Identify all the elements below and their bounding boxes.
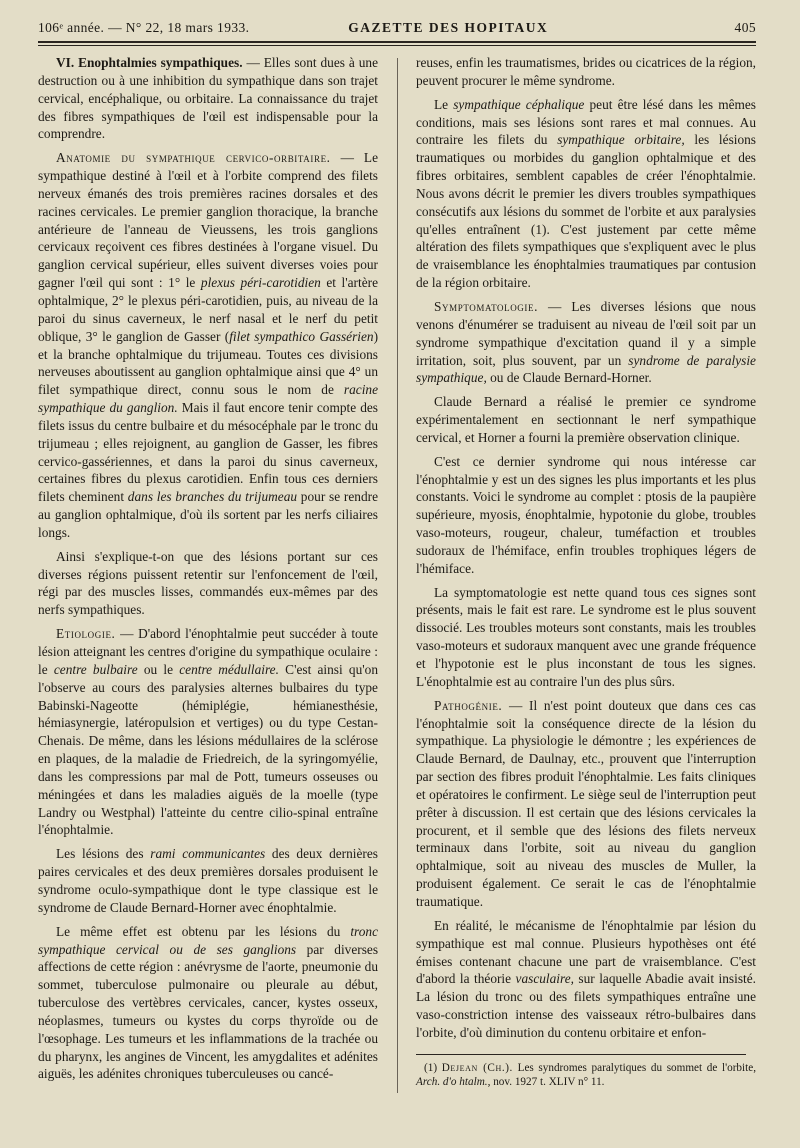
paragraph-text: Le	[434, 96, 454, 112]
paragraph-text: pour se rendre au ganglion ophtalmique, d'où ils sortent par les nerfs ciliaires longs.	[38, 489, 378, 540]
footnote-journal: Arch. d'o htalm.,	[416, 1075, 491, 1088]
paragraph-symptomatologie	[416, 298, 756, 387]
header-rule	[38, 41, 756, 46]
paragraph-rami	[38, 845, 378, 916]
paragraph-text: par diverses affections de cette région : anévrysme de l'aorte, pneumonie du sommet, tuberculose pulmonaire ou pleurale au début, tuberculose des vertèbres cervicales, cancer, kystes osseux, néoplasmes, tumeurs ou kystes du corps thyroïde ou de l'œsophage. Les tumeurs et les inflammations de la trachée ou du pharynx, les angines de Vincent, les amygdalites et adénites aiguës, les adénites chroniques tuberculeuses ou cancé-	[38, 941, 379, 1082]
paragraph-continuation: reuses, enfin les traumatismes, brides ou cicatrices de la région, peuvent procurer le même syndrome.	[416, 55, 756, 88]
footnote-text: Les syndromes paralytiques du sommet de l'orbite,	[512, 1061, 757, 1074]
italic-term: tronc sympathique cervical ou de ses ganglions	[38, 923, 378, 957]
paragraph-text: — Elles sont dues à une destruction ou à une inhibition du sympathique dans son trajet cervical, encéphalique, ou orbitaire. La connaissance du trajet des fibres sympathiques de l'œil est indispensable pour la comprendre.	[38, 55, 378, 142]
italic-term: centre bulbaire	[53, 661, 138, 677]
paragraph-text: — Les diverses lésions que nous venons d'énumérer se traduisent au niveau de l'œil soit par un syndrome sympathique d'excitation quand il y a simple irritation, soit, plus souvent, par un	[416, 298, 756, 368]
italic-term: syndrome de paralysie sympathique,	[416, 352, 756, 386]
paragraph-text: Le même effet est obtenu par les lésions du	[56, 923, 351, 939]
italic-term: plexus péri-carotidien	[200, 275, 321, 291]
paragraph-tronc	[38, 923, 378, 1084]
paragraph-text: des deux dernières paires cervicales et des deux premières dorsales produisent le syndrome oculo-sympathique dont le type classique est le syndrome de Claude Bernard-Horner avec énophtalmie.	[38, 846, 378, 915]
italic-term: racine sympathique du ganglion.	[38, 382, 378, 416]
paragraph-syndrome-complet: C'est ce dernier syndrome qui nous intéresse car l'énophtalmie y est un des signes les plus importants et les plus constants. Voici le syndrome au complet : ptosis de la paupière supérieure, myosis, énophtalmie, hypotonie du globe, troubles vaso-moteurs, rougeur, chaleur, tuméfaction et troubles sudoraux de l'hémiface, enfin troubles trophiques légers de l'hémiface.	[416, 453, 756, 576]
paragraph-ainsi: Ainsi s'explique-t-on que des lésions portant sur ces diverses régions puissent retentir sur l'enfoncement de l'œil, régi par des muscles lisses, commandés eux-mêmes par des nerfs sympathiques.	[38, 548, 378, 618]
section-heading: VI. Enophtalmies sympathiques.	[56, 55, 243, 70]
paragraph-claude-bernard: Claude Bernard a réalisé le premier ce syndrome expérimentalement en sectionnant le nerf sympathique cervical, et Horner a fourni la première observation clinique.	[416, 394, 756, 445]
paragraph-text: C'est ainsi qu'on l'observe au cours des paralysies alternes bulbaires du type Babinski-Nageotte (hémiplégie, hémianesthésie, hémiasynergie, latéropulsion et vertiges) ou du type Cestan-Chenais. De même, dans les lésions médullaires de la sclérose en plaques, de la maladie de Friedreich, de la syringomyélie, dans les compressions par mal de Pott, tumeurs osseuses ou méningées et dans les maladies aiguës de la moelle (type Landry ou Westphal) l'atteinte du centre cilio-spinal entraîne l'énophtalmie.	[38, 661, 379, 838]
subsection-heading: Anatomie du sympathique cervico-orbitaire.	[56, 150, 331, 166]
running-header	[38, 20, 756, 41]
paragraph-text: peut être lésé dans les mêmes conditions, mais ses lésions sont rares et mal connues. Au contraire les filets du	[416, 96, 756, 148]
paragraph-text: — D'abord l'énophtalmie peut succéder à toute lésion atteignant les centres d'origine du sympathique oculaire : le	[38, 626, 378, 677]
italic-term: sympathique orbitaire,	[557, 132, 685, 148]
italic-term: filet sympathico Gassérien	[229, 328, 374, 344]
italic-term: rami communicantes	[150, 846, 266, 862]
footnote-marker: (1)	[424, 1061, 442, 1074]
italic-term: vasculaire,	[515, 971, 574, 987]
paragraph-text: sur laquelle Abadie avait insisté. La lésion du tronc ou des filets sympathiques entraîne une vaso-constriction intense des vaisseaux rétro-bulbaires dans l'orbite, d'où diminution du contenu orbitaire et enfon-	[416, 971, 756, 1040]
paragraph-text: Les lésions des	[56, 846, 151, 862]
footnote-author: Dejean (Ch.).	[441, 1061, 513, 1074]
footnote	[416, 1061, 756, 1089]
paragraph-pathogenie	[416, 697, 756, 911]
paragraph-sympathique-cephalique	[416, 96, 756, 292]
paragraph-text: et l'artère ophtalmique, 2° le plexus péri-carotidien, puis, au niveau de la paroi du sinus caverneux, le nerf nasal et le nerf du petit oblique, 3° le ganglion de Gasser (	[38, 275, 378, 344]
paragraph-text: les lésions traumatiques ou morbides du ganglion ophtalmique et des fibres orbitaires, semblent capables de créer l'énophtalmie. Nous avons décrit le premier les divers troubles sympathiques consécutifs aux lésions du sommet de l'orbite et aux paralysies qu'elles entraînent (1). C'est justement par cette même altération des filets sympathiques que s'expliquent avec le plus de vraisemblance les énophtalmies traumatiques par contusion de la région orbitaire.	[416, 132, 757, 291]
journal-title: GAZETTE DES HOPITAUX	[348, 20, 549, 35]
paragraph-text: ou de Claude Bernard-Horner.	[486, 370, 652, 386]
subsection-heading: Symptomatologie.	[434, 298, 539, 314]
italic-term: centre médullaire.	[179, 661, 279, 677]
column-divider	[397, 58, 398, 1093]
paragraph-text: Mais il faut encore tenir compte des filets issus du centre bulbaire et du mésocéphale par le tronc du trijumeau ; elles rejoignent, au ganglion de Gasser, les fibres cervico-gassériennes, et dans la paroi du sinus caverneux, certaines fibres du plexus carotidien. Enfin tous ces derniers filets cheminent	[38, 400, 378, 505]
issue-info: 106ᵉ année. — N° 22, 18 mars 1933.	[38, 20, 250, 35]
subsection-heading: Etiologie.	[56, 626, 116, 642]
subsection-heading: Pathogénie.	[434, 697, 503, 713]
left-column	[38, 54, 378, 1094]
italic-term: dans les branches du trijumeau	[127, 489, 298, 505]
paragraph-etiologie	[38, 625, 378, 839]
paragraph-text: ) et la branche ophtalmique du trijumeau. Toutes ces divisions nerveuses aboutissent au ganglion ophtalmique ainsi que 4° un filet sympathique direct, connu sous le nom de	[38, 328, 379, 398]
paragraph-text: — Le sympathique destiné à l'œil et à l'orbite comprend des filets nerveux émanés des trois premières racines dorsales et des racines cervicales. Le premier ganglion thoracique, la branche antérieure de l'anneau de Vieussens, les trois ganglions cervicaux reçoivent ces fibres destinées à l'organe visuel. Du ganglion cervical supérieur, elles suivent diverses voies pour gagner l'œil qui sont : 1° le	[38, 150, 378, 291]
footnote-text: nov. 1927 t. XLIV n° 11.	[490, 1075, 605, 1088]
paragraph-text: ou le	[137, 661, 180, 677]
paragraph-enophtalmies-sympathiques	[38, 54, 378, 143]
footnote-rule	[416, 1054, 746, 1055]
right-column	[416, 54, 756, 1094]
paragraph-symptomatologie-nette: La symptomatologie est nette quand tous ces signes sont présents, mais le fait est rare. Le syndrome est le plus souvent dissocié. Les troubles moteurs sont constants, mais les troubles vaso-moteurs et sudoraux manquent avec une grande fréquence et l'hypotonie est le plus inconstant de tous les signes. L'énophtalmie est au contraire l'un des plus sûrs.	[416, 584, 756, 689]
paragraph-text: — Il n'est point douteux que dans ces cas l'énophtalmie soit la conséquence directe de la lésion du sympathique. La physiologie le démontre ; les expériences de Claude Bernard, de Daulnay, etc., prouvent que l'interruption par section des fibres produit l'énophtalmie. Les faits cliniques et opératoires le confirment. Le siège seul de l'interruption peut prêter à discussion. Il est certain que des lésions cervicales la procurent, et il semble que des lésions des filets nerveux terminaux dans l'orbite, soit au niveau du ganglion ophtalmique, soit au niveau des muscles de Muller, la produisent également. Ce serait le cas de l'énophtalmie traumatique.	[416, 697, 756, 909]
paragraph-text: En réalité, le mécanisme de l'énophtalmie par lésion du sympathique est mal connue. Plusieurs hypothèses ont été émises contenant chacune une part de vraisemblance. C'est d'abord la théorie	[416, 917, 756, 987]
italic-term: sympathique céphalique	[453, 96, 585, 112]
paragraph-en-realite	[416, 917, 756, 1042]
page-number: 405	[734, 20, 756, 35]
text-columns	[38, 54, 756, 1094]
paragraph-anatomie	[38, 149, 378, 542]
